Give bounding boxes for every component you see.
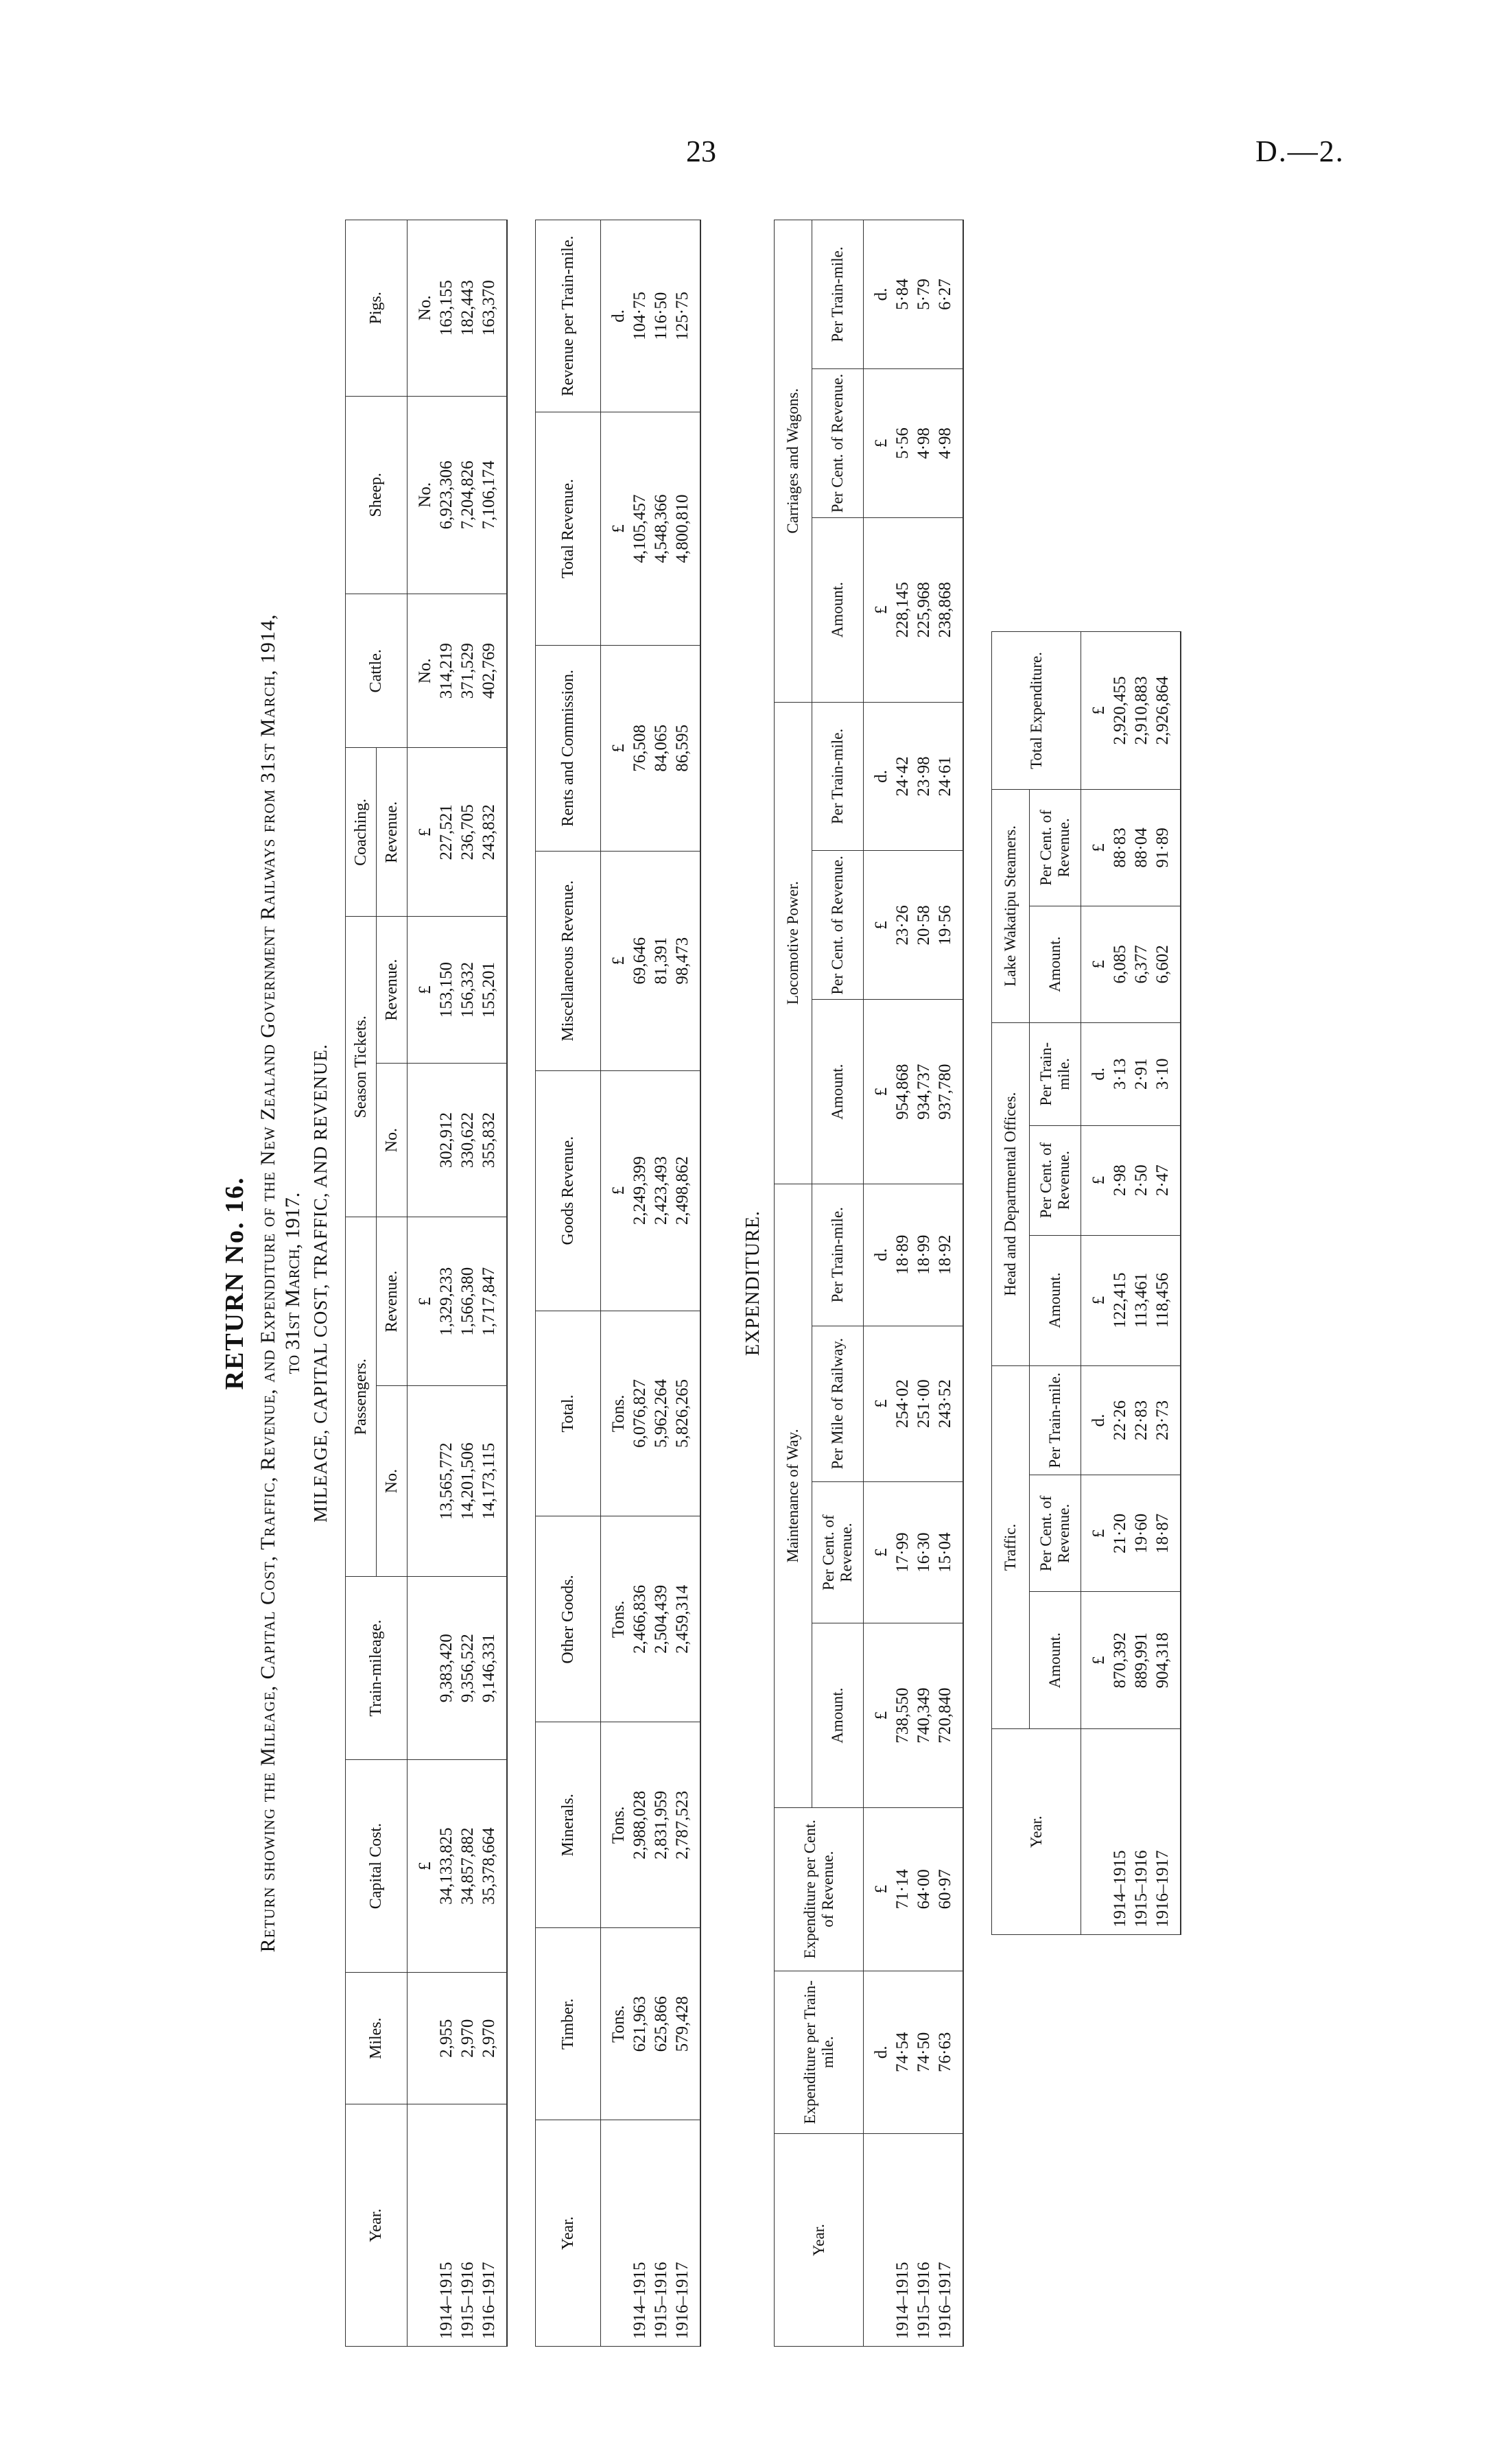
sheep-value: 6,923,306	[437, 460, 456, 530]
cattle-value: 402,769	[480, 643, 498, 699]
unit-label: £	[416, 1862, 434, 1870]
col-coaching: Coaching.	[346, 748, 377, 917]
t-pct-cell	[1081, 1475, 1181, 1592]
col-l-pct: Per Cent. of Revenue.	[812, 851, 864, 1000]
year-cell	[601, 2120, 701, 2347]
total-revenue-value: 4,548,366	[652, 494, 670, 563]
t-pct-value: 19·60	[1132, 1513, 1150, 1554]
k-pct-value: 88·83	[1111, 828, 1129, 868]
unit-label: £	[609, 1186, 628, 1195]
h-pct-cell	[1081, 1125, 1181, 1235]
m-amount-value: 740,349	[914, 1687, 933, 1744]
revenue-per-train-mile-value: 125·75	[673, 292, 692, 340]
minerals-cell	[601, 1722, 701, 1928]
table-row	[601, 220, 701, 2347]
c-amount-cell	[864, 517, 964, 702]
h-amount-value: 113,461	[1132, 1272, 1150, 1328]
col-misc-revenue: Miscellaneous Revenue.	[536, 851, 601, 1070]
season-no-value: 330,622	[458, 1112, 477, 1169]
l-amount-value: 937,780	[936, 1064, 954, 1120]
misc-revenue-cell	[601, 851, 701, 1070]
col-miles: Miles.	[346, 1973, 408, 2104]
year-value: 1914–1915	[1111, 1850, 1129, 1927]
revenue-per-train-mile-value: 104·75	[630, 292, 649, 340]
unit-label: £	[416, 985, 434, 994]
total-value: 5,962,264	[652, 1379, 670, 1448]
passengers-no-cell	[408, 1386, 508, 1577]
total-expenditure-cell	[1081, 632, 1181, 790]
c-amount-value: 225,968	[914, 582, 933, 638]
l-amount-cell	[864, 1000, 964, 1184]
col-m-pct: Per Cent. of Revenue.	[812, 1481, 864, 1623]
season-revenue-value: 153,150	[437, 961, 456, 1018]
col-c-pct: Per Cent. of Revenue.	[812, 369, 864, 518]
total-value: 6,076,827	[630, 1379, 649, 1448]
col-passengers-no: No.	[377, 1386, 408, 1577]
c-per-train-mile-cell	[864, 220, 964, 369]
unit-label: £	[609, 524, 628, 533]
t-pct-value: 18·87	[1153, 1513, 1172, 1554]
goods-revenue-table	[535, 220, 701, 2347]
m-per-train-mile-value: 18·92	[936, 1234, 954, 1275]
unit-label: £	[1089, 960, 1108, 969]
col-season-revenue: Revenue.	[377, 917, 408, 1064]
unit-label: £	[416, 828, 434, 837]
section-title-mileage: MILEAGE, CAPITAL COST, TRAFFIC, AND REVENUE.	[310, 1044, 331, 1523]
total-expenditure-value: 2,920,455	[1111, 676, 1129, 745]
timber-value: 621,963	[630, 1996, 649, 2052]
unit-label: £	[872, 1399, 890, 1408]
exp-per-train-mile-value: 74·50	[914, 2032, 933, 2072]
coaching-revenue-value: 236,705	[458, 804, 477, 860]
minerals-value: 2,787,523	[673, 1790, 692, 1859]
c-pct-value: 5·56	[893, 427, 912, 459]
col-year: Year.	[775, 2134, 864, 2347]
return-description: Return showing the Mileage, Capital Cost, Traffic, Revenue, and Expenditure of the New Zealand Government Railways from 31st March, 1914,	[257, 613, 279, 1953]
other-goods-value: 2,459,314	[673, 1584, 692, 1654]
h-amount-value: 118,456	[1153, 1272, 1172, 1328]
col-train-mileage: Train-mileage.	[346, 1576, 408, 1759]
col-c-amount: Amount.	[812, 517, 864, 702]
t-per-train-mile-value: 22·26	[1111, 1400, 1129, 1441]
year-cell	[1081, 1729, 1181, 1935]
c-amount-value: 238,868	[936, 582, 954, 638]
col-l-per-train-mile: Per Train-mile.	[812, 702, 864, 851]
expenditure-table-2	[991, 631, 1181, 1935]
t-per-train-mile-value: 22·83	[1132, 1400, 1150, 1441]
h-per-train-mile-cell	[1081, 1022, 1181, 1125]
col-revenue-per-train-mile: Revenue per Train-mile.	[536, 220, 601, 412]
year-cell	[864, 2134, 964, 2347]
c-per-train-mile-value: 5·79	[914, 279, 933, 310]
col-goods-revenue: Goods Revenue.	[536, 1070, 601, 1311]
unit-label: £	[1089, 706, 1108, 715]
section-title-expenditure: EXPENDITURE.	[742, 1210, 764, 1356]
rotated-content	[82, 220, 1372, 2347]
t-amount-value: 904,318	[1153, 1632, 1172, 1689]
unit-label: £	[609, 957, 628, 965]
m-amount-cell	[864, 1623, 964, 1808]
col-head-offices: Head and Departmental Offices.	[992, 1022, 1030, 1365]
year-cell	[408, 2104, 508, 2347]
t-amount-cell	[1081, 1592, 1181, 1729]
revenue-per-train-mile-cell	[601, 220, 701, 412]
exp-pct-revenue-cell	[864, 1807, 964, 1971]
passengers-revenue-value: 1,329,233	[437, 1267, 456, 1336]
timber-cell	[601, 1928, 701, 2120]
unit-label: No.	[416, 658, 434, 684]
mileage-traffic-table	[345, 220, 508, 2347]
col-passengers: Passengers.	[346, 1217, 377, 1577]
capital-cost-value: 34,133,825	[437, 1827, 456, 1905]
expenditure-table-1	[774, 220, 964, 2347]
l-per-train-mile-value: 24·61	[936, 756, 954, 797]
miles-value: 2,970	[480, 2019, 498, 2058]
year-value: 1915–1916	[458, 2262, 477, 2339]
season-no-value: 302,912	[437, 1112, 456, 1169]
unit-label: £	[872, 605, 890, 614]
train-mileage-cell	[408, 1576, 508, 1759]
total-expenditure-value: 2,926,864	[1153, 676, 1172, 745]
col-m-amount: Amount.	[812, 1623, 864, 1808]
unit-label: £	[872, 1711, 890, 1720]
c-per-train-mile-value: 6·27	[936, 279, 954, 310]
col-passengers-revenue: Revenue.	[377, 1217, 408, 1386]
year-value: 1915–1916	[652, 2262, 670, 2339]
cattle-value: 371,529	[458, 643, 477, 699]
passengers-no-value: 14,173,115	[480, 1442, 498, 1520]
rents-commission-value: 86,595	[673, 724, 692, 772]
m-pct-value: 16·30	[914, 1532, 933, 1573]
minerals-value: 2,831,959	[652, 1790, 670, 1859]
unit-label: d.	[872, 770, 890, 783]
goods-revenue-value: 2,249,399	[630, 1156, 649, 1225]
pigs-value: 182,443	[458, 280, 477, 336]
rents-commission-cell	[601, 645, 701, 851]
m-pct-value: 17·99	[893, 1532, 912, 1573]
train-mileage-value: 9,146,331	[480, 1634, 498, 1703]
unit-label: No.	[416, 295, 434, 321]
m-pct-cell	[864, 1481, 964, 1623]
col-exp-per-train-mile: Expenditure per Train-mile.	[775, 1971, 864, 2134]
col-coaching-revenue: Revenue.	[377, 748, 408, 917]
sheep-value: 7,106,174	[480, 460, 498, 530]
return-description-cont: to 31st March, 1917.	[281, 1192, 304, 1374]
unit-label: £	[872, 1548, 890, 1557]
unit-label: Tons.	[609, 2005, 628, 2043]
return-title: RETURN No. 16.	[220, 1176, 249, 1390]
unit-label: £	[872, 921, 890, 930]
col-season-no: No.	[377, 1063, 408, 1217]
k-amount-value: 6,602	[1153, 945, 1172, 984]
h-per-train-mile-value: 3·13	[1111, 1058, 1129, 1090]
col-m-per-mile: Per Mile of Railway.	[812, 1326, 864, 1481]
unit-label: d.	[609, 309, 628, 322]
table-row	[1081, 632, 1181, 1935]
capital-cost-value: 35,378,664	[480, 1827, 498, 1905]
passengers-no-value: 14,201,506	[458, 1442, 477, 1520]
h-per-train-mile-value: 3·10	[1153, 1058, 1172, 1090]
unit-label: £	[416, 1297, 434, 1306]
t-amount-value: 870,392	[1111, 1632, 1129, 1689]
timber-value: 625,866	[652, 1996, 670, 2052]
total-expenditure-value: 2,910,883	[1132, 676, 1150, 745]
l-per-train-mile-value: 23·98	[914, 756, 933, 797]
year-value: 1916–1917	[673, 2262, 692, 2339]
season-revenue-value: 155,201	[480, 961, 498, 1018]
year-value: 1916–1917	[480, 2262, 498, 2339]
passengers-revenue-value: 1,566,380	[458, 1267, 477, 1336]
h-pct-value: 2·47	[1153, 1164, 1172, 1197]
t-per-train-mile-value: 23·73	[1153, 1400, 1172, 1441]
l-per-train-mile-cell	[864, 702, 964, 851]
col-sheep: Sheep.	[346, 396, 408, 594]
k-pct-value: 88·04	[1132, 828, 1150, 868]
col-minerals: Minerals.	[536, 1722, 601, 1928]
c-pct-value: 4·98	[936, 427, 954, 459]
k-amount-cell	[1081, 906, 1181, 1022]
unit-label: £	[872, 438, 890, 448]
unit-label: d.	[872, 288, 890, 301]
season-no-value: 355,832	[480, 1112, 498, 1169]
col-cattle: Cattle.	[346, 594, 408, 748]
l-pct-cell	[864, 851, 964, 1000]
col-rents-commission: Rents and Commission.	[536, 645, 601, 851]
unit-label: £	[872, 1087, 890, 1096]
total-cell	[601, 1311, 701, 1516]
table-row	[408, 220, 508, 2347]
col-k-pct: Per Cent. of Revenue.	[1030, 789, 1081, 906]
col-season-tickets: Season Tickets.	[346, 917, 377, 1217]
col-t-pct: Per Cent. of Revenue.	[1030, 1475, 1081, 1592]
col-total-revenue: Total Revenue.	[536, 412, 601, 646]
l-pct-value: 23·26	[893, 905, 912, 946]
unit-label: d.	[1089, 1067, 1108, 1081]
exp-per-train-mile-value: 74·54	[893, 2032, 912, 2072]
m-per-mile-value: 243·52	[936, 1379, 954, 1429]
col-lake-wakatipu: Lake Wakatipu Steamers.	[992, 789, 1030, 1022]
col-h-amount: Amount.	[1030, 1235, 1081, 1365]
misc-revenue-value: 81,391	[652, 937, 670, 985]
capital-cost-cell	[408, 1760, 508, 1973]
col-capital-cost: Capital Cost.	[346, 1760, 408, 1973]
unit-label: d.	[1089, 1413, 1108, 1427]
h-amount-value: 122,415	[1111, 1272, 1129, 1328]
col-year: Year.	[346, 2104, 408, 2347]
coaching-revenue-value: 243,832	[480, 804, 498, 860]
sheep-cell	[408, 396, 508, 594]
unit-label: Tons.	[609, 1806, 628, 1844]
k-amount-value: 6,377	[1132, 945, 1150, 984]
goods-revenue-cell	[601, 1070, 701, 1311]
h-amount-cell	[1081, 1235, 1181, 1365]
revenue-per-train-mile-value: 116·50	[652, 292, 670, 340]
unit-label: £	[872, 1885, 890, 1894]
pigs-value: 163,370	[480, 280, 498, 336]
l-amount-value: 934,737	[914, 1064, 933, 1120]
total-revenue-value: 4,800,810	[673, 494, 692, 563]
t-per-train-mile-cell	[1081, 1365, 1181, 1475]
year-value: 1916–1917	[1153, 1850, 1172, 1927]
m-amount-value: 738,550	[893, 1687, 912, 1744]
other-goods-value: 2,504,439	[652, 1584, 670, 1654]
unit-label: £	[609, 744, 628, 753]
col-total: Total.	[536, 1311, 601, 1516]
c-per-train-mile-value: 5·84	[893, 279, 912, 310]
year-value: 1914–1915	[630, 2262, 649, 2339]
col-year: Year.	[536, 2120, 601, 2347]
season-no-cell	[408, 1063, 508, 1217]
passengers-revenue-cell	[408, 1217, 508, 1386]
pigs-value: 163,155	[437, 280, 456, 336]
col-carriages-wagons: Carriages and Wagons.	[775, 220, 812, 703]
cattle-value: 314,219	[437, 643, 456, 699]
goods-revenue-value: 2,498,862	[673, 1156, 692, 1225]
exp-pct-revenue-value: 71·14	[893, 1869, 912, 1910]
h-pct-value: 2·98	[1111, 1164, 1129, 1197]
col-t-amount: Amount.	[1030, 1592, 1081, 1729]
col-other-goods: Other Goods.	[536, 1516, 601, 1722]
coaching-revenue-cell	[408, 748, 508, 917]
c-pct-value: 4·98	[914, 427, 933, 459]
t-amount-value: 889,991	[1132, 1632, 1150, 1689]
col-k-amount: Amount.	[1030, 906, 1081, 1022]
season-revenue-value: 156,332	[458, 961, 477, 1018]
col-traffic: Traffic.	[992, 1365, 1030, 1729]
train-mileage-value: 9,356,522	[458, 1634, 477, 1703]
sheep-value: 7,204,826	[458, 460, 477, 530]
m-per-mile-cell	[864, 1326, 964, 1481]
c-pct-cell	[864, 369, 964, 518]
exp-pct-revenue-value: 64·00	[914, 1869, 933, 1910]
year-value: 1914–1915	[437, 2262, 456, 2339]
h-per-train-mile-value: 2·91	[1132, 1058, 1150, 1090]
exp-pct-revenue-value: 60·97	[936, 1869, 954, 1910]
total-revenue-cell	[601, 412, 701, 646]
unit-label: £	[1089, 843, 1108, 852]
exp-per-train-mile-value: 76·63	[936, 2032, 954, 2072]
t-pct-value: 21·20	[1111, 1513, 1129, 1554]
unit-label: d.	[872, 1248, 890, 1262]
m-amount-value: 720,840	[936, 1687, 954, 1744]
unit-label: No.	[416, 482, 434, 508]
timber-value: 579,428	[673, 1996, 692, 2052]
misc-revenue-value: 98,473	[673, 937, 692, 985]
k-pct-value: 91·89	[1153, 828, 1172, 868]
miles-value: 2,970	[458, 2019, 477, 2058]
col-exp-pct-revenue: Expenditure per Cent. of Revenue.	[775, 1807, 864, 1971]
col-maintenance-of-way: Maintenance of Way.	[775, 1184, 812, 1807]
total-value: 5,826,265	[673, 1379, 692, 1448]
h-pct-value: 2·50	[1132, 1164, 1150, 1197]
col-l-amount: Amount.	[812, 1000, 864, 1184]
unit-label: £	[1089, 1175, 1108, 1185]
l-pct-value: 19·56	[936, 905, 954, 946]
unit-label: £	[1089, 1295, 1108, 1305]
passengers-revenue-value: 1,717,847	[480, 1267, 498, 1336]
l-amount-value: 954,868	[893, 1064, 912, 1120]
unit-label: Tons.	[609, 1394, 628, 1433]
col-timber: Timber.	[536, 1928, 601, 2120]
col-c-per-train-mile: Per Train-mile.	[812, 220, 864, 369]
other-goods-value: 2,466,836	[630, 1584, 649, 1654]
m-pct-value: 15·04	[936, 1532, 954, 1573]
unit-label: £	[1089, 1656, 1108, 1665]
year-value: 1914–1915	[893, 2262, 912, 2339]
exp-per-train-mile-cell	[864, 1971, 964, 2134]
coaching-revenue-value: 227,521	[437, 804, 456, 860]
pigs-cell	[408, 220, 508, 397]
misc-revenue-value: 69,646	[630, 937, 649, 985]
goods-revenue-value: 2,423,493	[652, 1156, 670, 1225]
cattle-cell	[408, 594, 508, 748]
c-amount-value: 228,145	[893, 582, 912, 638]
page-number: 23	[686, 134, 716, 168]
m-per-mile-value: 251·00	[914, 1379, 933, 1429]
other-goods-cell	[601, 1516, 701, 1722]
unit-label: d.	[872, 2045, 890, 2059]
miles-cell	[408, 1973, 508, 2104]
season-revenue-cell	[408, 917, 508, 1064]
rents-commission-value: 84,065	[652, 724, 670, 772]
k-pct-cell	[1081, 789, 1181, 906]
unit-label: £	[1089, 1529, 1108, 1538]
m-per-mile-value: 254·02	[893, 1379, 912, 1429]
year-value: 1916–1917	[936, 2262, 954, 2339]
total-revenue-value: 4,105,457	[630, 494, 649, 563]
year-value: 1915–1916	[1132, 1850, 1150, 1927]
col-h-pct: Per Cent. of Revenue.	[1030, 1125, 1081, 1235]
miles-value: 2,955	[437, 2019, 456, 2058]
l-pct-value: 20·58	[914, 905, 933, 946]
col-pigs: Pigs.	[346, 220, 408, 397]
year-value: 1915–1916	[914, 2262, 933, 2339]
l-per-train-mile-value: 24·42	[893, 756, 912, 797]
col-m-per-train-mile: Per Train-mile.	[812, 1184, 864, 1326]
col-year: Year.	[992, 1729, 1081, 1935]
m-per-train-mile-value: 18·99	[914, 1234, 933, 1275]
m-per-train-mile-value: 18·89	[893, 1234, 912, 1275]
col-t-per-train-mile: Per Train-mile.	[1030, 1365, 1081, 1475]
k-amount-value: 6,085	[1111, 945, 1129, 984]
header-block	[220, 220, 331, 2347]
rents-commission-value: 76,508	[630, 724, 649, 772]
capital-cost-value: 34,857,882	[458, 1827, 477, 1905]
m-per-train-mile-cell	[864, 1184, 964, 1326]
col-total-expenditure: Total Expenditure.	[992, 632, 1081, 790]
col-locomotive-power: Locomotive Power.	[775, 702, 812, 1184]
passengers-no-value: 13,565,772	[437, 1442, 456, 1520]
col-h-per-train-mile: Per Train-mile.	[1030, 1022, 1081, 1125]
train-mileage-value: 9,383,420	[437, 1634, 456, 1703]
unit-label: Tons.	[609, 1600, 628, 1639]
document-reference: D.—2.	[1255, 134, 1345, 168]
table-row	[864, 220, 964, 2347]
minerals-value: 2,988,028	[630, 1790, 649, 1859]
